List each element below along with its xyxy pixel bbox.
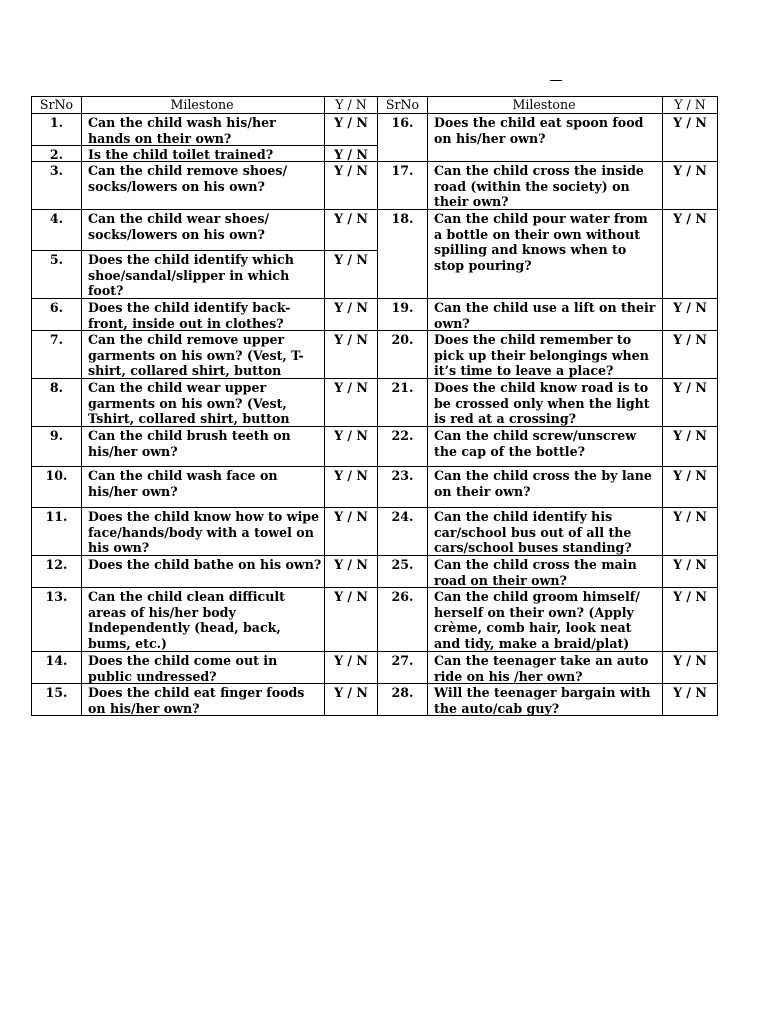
row-number: 28. [378,684,428,716]
row-number: 3. [32,162,82,210]
yes-no-option[interactable]: Y / N [325,251,378,299]
table-row [378,467,718,508]
table-row [32,508,378,556]
table-row [32,210,378,251]
milestone-text: Can the child wear shoes/ socks/lowers on his own? [82,210,325,251]
table-row [378,331,718,379]
yes-no-option[interactable]: Y / N [663,427,718,467]
right-half [378,97,718,716]
row-number: 14. [32,652,82,684]
table-row [32,588,378,652]
milestone-text: Can the child use a lift on their own? [428,299,663,331]
milestone-text: Can the child identify his car/school bus out of all the cars/school buses standing? [428,508,663,556]
row-number: 2. [32,146,82,162]
row-number: 12. [32,556,82,588]
milestone-text: Can the child pour water from a bottle on their own without spilling and knows when to stop pouring? [428,210,663,299]
milestone-text: Does the child eat spoon food on his/her own? [428,114,663,162]
table-row [32,251,378,299]
table-row [378,210,718,299]
row-number: 19. [378,299,428,331]
yes-no-option[interactable]: Y / N [663,299,718,331]
table-row [378,556,718,588]
milestone-text: Can the child wash face on his/her own? [82,467,325,508]
table-row [32,299,378,331]
row-number: 11. [32,508,82,556]
row-number: 5. [32,251,82,299]
milestone-text: Is the child toilet trained? [82,146,325,162]
milestone-text: Does the child come out in public undressed? [82,652,325,684]
row-number: 9. [32,427,82,467]
milestone-text: Can the child clean difficult areas of his/her body Independently (head, back, bums, etc.) [82,588,325,652]
yes-no-option[interactable]: Y / N [663,684,718,716]
yes-no-option[interactable]: Y / N [325,379,378,427]
yes-no-option[interactable]: Y / N [663,652,718,684]
row-number: 27. [378,652,428,684]
row-number: 13. [32,588,82,652]
milestone-text: Can the child cross the inside road (within the society) on their own? [428,162,663,210]
milestone-text: Does the child remember to pick up their belongings when it’s time to leave a place? [428,331,663,379]
table-row [378,162,718,210]
milestone-text: Does the child identify back-front, inside out in clothes? [82,299,325,331]
milestone-text: Can the teenager take an auto ride on his /her own? [428,652,663,684]
yes-no-option[interactable]: Y / N [663,467,718,508]
row-number: 24. [378,508,428,556]
yes-no-option[interactable]: Y / N [663,508,718,556]
left-half [32,97,378,716]
yes-no-option[interactable]: Y / N [663,379,718,427]
header-milestone: Milestone [428,97,663,114]
table-row [32,556,378,588]
milestone-text: Does the child know how to wipe face/hands/body with a towel on his own? [82,508,325,556]
table-row [32,146,378,162]
milestone-text: Can the child wash his/her hands on their own? [82,114,325,146]
yes-no-option[interactable]: Y / N [325,162,378,210]
row-number: 4. [32,210,82,251]
yes-no-option[interactable]: Y / N [325,114,378,146]
table-row [378,427,718,467]
milestone-text: Does the child bathe on his own? [82,556,325,588]
header-srno: SrNo [378,97,428,114]
row-number: 10. [32,467,82,508]
row-number: 6. [32,299,82,331]
milestone-text: Can the child cross the main road on their own? [428,556,663,588]
yes-no-option[interactable]: Y / N [325,331,378,379]
milestone-text: Will the teenager bargain with the auto/cab guy? [428,684,663,716]
yes-no-option[interactable]: Y / N [663,556,718,588]
yes-no-option[interactable]: Y / N [325,299,378,331]
milestone-table [31,96,718,716]
yes-no-option[interactable]: Y / N [325,684,378,716]
table-row [378,652,718,684]
table-row [378,299,718,331]
table-row [32,652,378,684]
header-yn: Y / N [325,97,378,114]
header-row-left [32,97,378,114]
header-dash [550,80,562,81]
yes-no-option[interactable]: Y / N [663,162,718,210]
header-yn: Y / N [663,97,718,114]
yes-no-option[interactable]: Y / N [663,210,718,299]
row-number: 1. [32,114,82,146]
row-number: 26. [378,588,428,652]
milestone-text: Can the child remove shoes/ socks/lowers on his own? [82,162,325,210]
table-row [378,114,718,162]
yes-no-option[interactable]: Y / N [325,210,378,251]
table-row [378,508,718,556]
row-number: 17. [378,162,428,210]
table-row [32,331,378,379]
table-row [378,379,718,427]
yes-no-option[interactable]: Y / N [663,331,718,379]
milestone-text: Can the child screw/unscrew the cap of the bottle? [428,427,663,467]
header-milestone: Milestone [82,97,325,114]
yes-no-option[interactable]: Y / N [325,427,378,467]
table-row [32,467,378,508]
table-row [32,114,378,146]
table-row [32,427,378,467]
yes-no-option[interactable]: Y / N [325,467,378,508]
table-row [32,684,378,716]
row-number: 18. [378,210,428,299]
yes-no-option[interactable]: Y / N [325,556,378,588]
header-row-right [378,97,718,114]
row-number: 25. [378,556,428,588]
row-number: 8. [32,379,82,427]
milestone-text: Can the child brush teeth on his/her own? [82,427,325,467]
yes-no-option[interactable]: Y / N [663,588,718,652]
yes-no-option[interactable]: Y / N [663,114,718,162]
yes-no-option[interactable]: Y / N [325,652,378,684]
milestone-text: Can the child wear upper garments on his own? (Vest, Tshirt, collared shirt, button [82,379,325,427]
row-number: 23. [378,467,428,508]
yes-no-option[interactable]: Y / N [325,588,378,652]
table-row [378,588,718,652]
table-row [378,684,718,716]
yes-no-option[interactable]: Y / N [325,508,378,556]
milestone-text: Can the child remove upper garments on his own? (Vest, T-shirt, collared shirt, button [82,331,325,379]
milestone-text: Can the child cross the by lane on their own? [428,467,663,508]
row-number: 20. [378,331,428,379]
milestone-text: Does the child know road is to be crossed only when the light is red at a crossing? [428,379,663,427]
row-number: 22. [378,427,428,467]
table-row [32,379,378,427]
row-number: 16. [378,114,428,162]
header-srno: SrNo [32,97,82,114]
row-number: 15. [32,684,82,716]
table-row [32,162,378,210]
row-number: 7. [32,331,82,379]
milestone-text: Can the child groom himself/ herself on their own? (Apply crème, comb hair, look neat and tidy, make a braid/plat) [428,588,663,652]
row-number: 21. [378,379,428,427]
milestone-text: Does the child eat finger foods on his/her own? [82,684,325,716]
milestone-text: Does the child identify which shoe/sandal/slipper in which foot? [82,251,325,299]
yes-no-option[interactable]: Y / N [325,146,378,162]
